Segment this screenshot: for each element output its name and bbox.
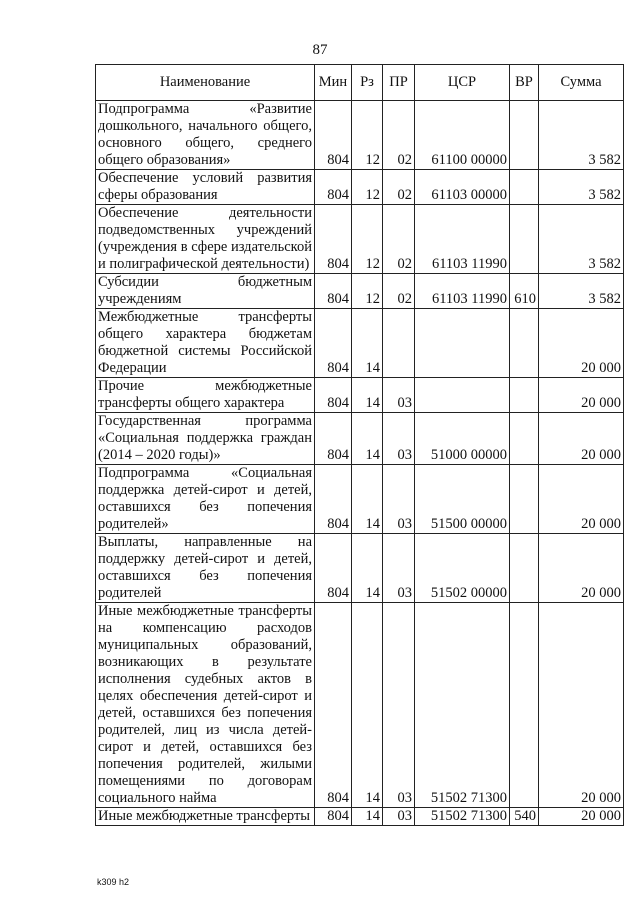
cell-csr: 61103 11990 <box>415 274 510 309</box>
cell-csr: 51502 00000 <box>415 534 510 603</box>
header-row <box>96 65 624 101</box>
cell-min: 804 <box>315 274 352 309</box>
cell-sum: 20 000 <box>539 465 624 534</box>
table-row <box>96 205 624 274</box>
cell-pr: 03 <box>383 808 415 826</box>
cell-csr: 51000 00000 <box>415 413 510 465</box>
cell-name: Иные межбюджетные трансферты <box>96 808 315 826</box>
cell-rz: 12 <box>352 101 383 170</box>
cell-min: 804 <box>315 534 352 603</box>
budget-table <box>95 64 624 826</box>
cell-pr: 03 <box>383 413 415 465</box>
table-row <box>96 603 624 808</box>
cell-rz: 14 <box>352 378 383 413</box>
cell-sum: 3 582 <box>539 101 624 170</box>
cell-csr: 51502 71300 <box>415 603 510 808</box>
cell-vr: 540 <box>510 808 539 826</box>
cell-min: 804 <box>315 309 352 378</box>
cell-name: Межбюджетные трансферты общего характера бюджетам бюджетной системы Российской Федерации <box>96 309 315 378</box>
cell-vr: 610 <box>510 274 539 309</box>
cell-vr <box>510 101 539 170</box>
cell-name: Подпрограмма «Социальная поддержка детей-сирот и детей, оставшихся без попечения родителей» <box>96 465 315 534</box>
cell-sum: 20 000 <box>539 808 624 826</box>
cell-name: Обеспечение деятельности подведомственных учреждений (учреждения в сфере издательской и полиграфической деятельности) <box>96 205 315 274</box>
cell-csr <box>415 378 510 413</box>
cell-min: 804 <box>315 378 352 413</box>
cell-min: 804 <box>315 808 352 826</box>
cell-pr: 02 <box>383 170 415 205</box>
table-row <box>96 170 624 205</box>
cell-name: Прочие межбюджетные трансферты общего характера <box>96 378 315 413</box>
cell-name: Субсидии бюджетным учреждениям <box>96 274 315 309</box>
header-pr: ПР <box>383 65 415 101</box>
table-row <box>96 274 624 309</box>
cell-name: Подпрограмма «Развитие дошкольного, начального общего, основного общего, среднего общего образования» <box>96 101 315 170</box>
cell-pr: 03 <box>383 603 415 808</box>
cell-csr <box>415 309 510 378</box>
cell-pr: 02 <box>383 274 415 309</box>
cell-csr: 61103 11990 <box>415 205 510 274</box>
cell-vr <box>510 413 539 465</box>
table-row <box>96 465 624 534</box>
page-number: 87 <box>312 42 328 58</box>
header-vr: ВР <box>510 65 539 101</box>
cell-csr: 51500 00000 <box>415 465 510 534</box>
cell-min: 804 <box>315 413 352 465</box>
cell-sum: 20 000 <box>539 603 624 808</box>
cell-pr: 02 <box>383 205 415 274</box>
cell-rz: 12 <box>352 205 383 274</box>
cell-rz: 14 <box>352 309 383 378</box>
table-row <box>96 534 624 603</box>
cell-vr <box>510 465 539 534</box>
table-header <box>96 65 624 101</box>
header-csr: ЦСР <box>415 65 510 101</box>
cell-min: 804 <box>315 465 352 534</box>
header-min: Мин <box>315 65 352 101</box>
document-code: k309 h2 <box>97 877 130 887</box>
cell-pr: 03 <box>383 378 415 413</box>
cell-sum: 20 000 <box>539 534 624 603</box>
cell-rz: 14 <box>352 413 383 465</box>
table-row <box>96 101 624 170</box>
cell-name: Иные межбюджетные трансферты на компенсацию расходов муниципальных образований, возникающих в результате исполнения судебных актов в целях обеспечения детей-сирот и детей, оставшихся без попечения родителей, лиц из числа детей-сирот и детей, оставшихся без попечения родителей, жилыми помещениями по договорам социального найма <box>96 603 315 808</box>
cell-pr <box>383 309 415 378</box>
cell-min: 804 <box>315 170 352 205</box>
cell-sum: 3 582 <box>539 205 624 274</box>
cell-pr: 03 <box>383 465 415 534</box>
cell-min: 804 <box>315 603 352 808</box>
table-body <box>96 101 624 826</box>
table-row <box>96 309 624 378</box>
cell-name: Государственная программа «Социальная поддержка граждан (2014 – 2020 годы)» <box>96 413 315 465</box>
cell-sum: 20 000 <box>539 378 624 413</box>
cell-name: Обеспечение условий развития сферы образования <box>96 170 315 205</box>
cell-min: 804 <box>315 101 352 170</box>
header-rz: Рз <box>352 65 383 101</box>
cell-csr: 61100 00000 <box>415 101 510 170</box>
cell-sum: 3 582 <box>539 274 624 309</box>
header-name: Наименование <box>96 65 315 101</box>
cell-vr <box>510 534 539 603</box>
cell-vr <box>510 309 539 378</box>
cell-csr: 61103 00000 <box>415 170 510 205</box>
cell-sum: 20 000 <box>539 413 624 465</box>
cell-vr <box>510 378 539 413</box>
cell-rz: 14 <box>352 603 383 808</box>
cell-rz: 14 <box>352 534 383 603</box>
cell-vr <box>510 603 539 808</box>
cell-rz: 12 <box>352 274 383 309</box>
cell-rz: 14 <box>352 808 383 826</box>
cell-sum: 3 582 <box>539 170 624 205</box>
cell-vr <box>510 205 539 274</box>
table-row <box>96 808 624 826</box>
cell-pr: 03 <box>383 534 415 603</box>
cell-pr: 02 <box>383 101 415 170</box>
cell-rz: 12 <box>352 170 383 205</box>
cell-name: Выплаты, направленные на поддержку детей-сирот и детей, оставшихся без попечения родителей <box>96 534 315 603</box>
header-sum: Сумма <box>539 65 624 101</box>
cell-vr <box>510 170 539 205</box>
cell-min: 804 <box>315 205 352 274</box>
cell-csr: 51502 71300 <box>415 808 510 826</box>
table-row <box>96 378 624 413</box>
cell-sum: 20 000 <box>539 309 624 378</box>
table-row <box>96 413 624 465</box>
cell-rz: 14 <box>352 465 383 534</box>
